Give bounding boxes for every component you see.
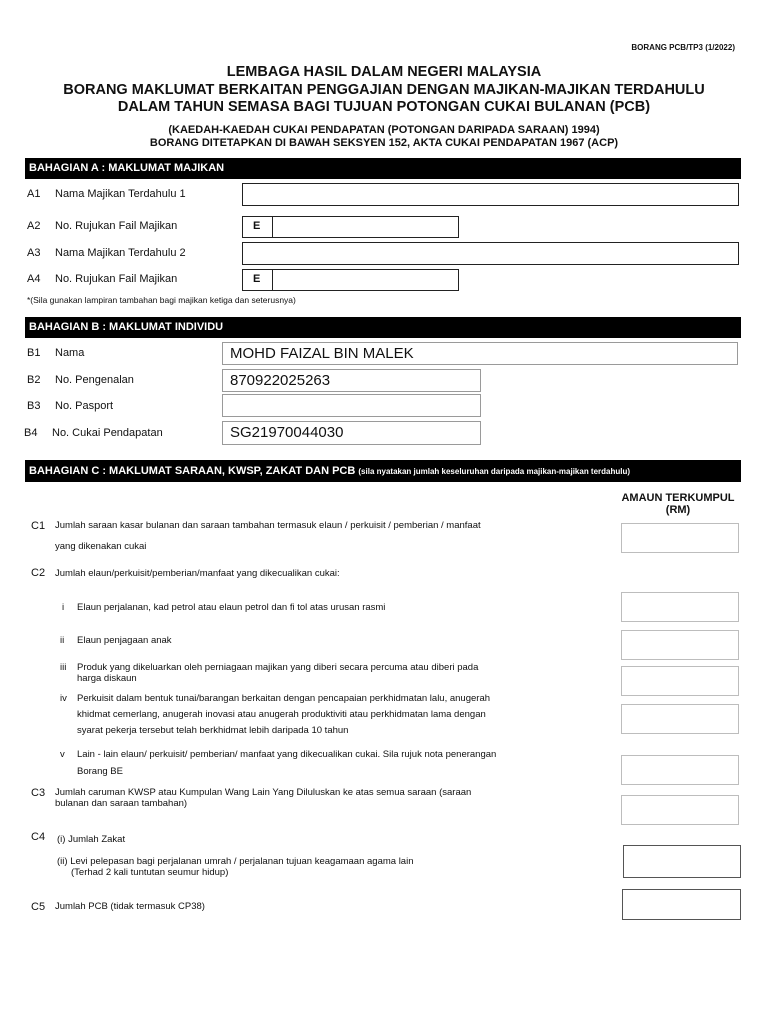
file-prefix-e: E [243, 270, 273, 290]
title-agency: LEMBAGA HASIL DALAM NEGERI MALAYSIA [226, 64, 542, 80]
field-label: No. Pasport [55, 400, 114, 412]
title-section-ref: BORANG DITETAPKAN DI BAWAH SEKSYEN 152, AKTA CUKAI PENDAPATAN 1967 (ACP) [149, 137, 619, 149]
c2-v-amount-input[interactable] [621, 755, 739, 785]
row-number: A2 [27, 220, 41, 232]
row-number: C2 [31, 567, 46, 579]
c2-ii-amount-input[interactable] [621, 630, 739, 660]
c2-i-text: Elaun perjalanan, kad petrol atau elaun petrol dan fi tol atas urusan rasmi [77, 602, 386, 613]
ic-number-input[interactable]: 870922025263 [222, 369, 481, 392]
form-code: BORANG PCB/TP3 (1/2022) [631, 43, 735, 52]
c2-v-text-line1: Lain - lain elaun/ perkuisit/ pemberian/ manfaat yang dikecualikan cukai. Sila rujuk nota penerangan [77, 749, 497, 760]
field-label: No. Rujukan Fail Majikan [55, 273, 178, 285]
row-number: A4 [27, 273, 41, 285]
row-number: C1 [31, 520, 46, 532]
section-a-header: BAHAGIAN A : MAKLUMAT MAJIKAN [25, 158, 741, 179]
c3-text-line1: Jumlah caruman KWSP atau Kumpulan Wang Lain Yang Diluluskan ke atas semua saraan (saraan [55, 787, 472, 798]
c2-iv-amount-input[interactable] [621, 704, 739, 734]
c2-iv-text-line1: Perkuisit dalam bentuk tunai/barangan berkaitan dengan pencapaian perkhidmatan lalu, anugerah [77, 693, 491, 704]
c2-iv-text-line2: khidmat cemerlang, anugerah inovasi atau anugerah produktiviti atau perkhidmatan lama dengan [77, 709, 486, 720]
item-number: v [60, 749, 65, 760]
c1-text-line1: Jumlah saraan kasar bulanan dan saraan tambahan termasuk elaun / perkuisit / pemberian / manfaat [55, 520, 481, 531]
row-number: B1 [27, 347, 41, 359]
employer-1-file-ref-input[interactable] [242, 216, 459, 238]
section-b-header: BAHAGIAN B : MAKLUMAT INDIVIDU [25, 317, 741, 338]
field-label: Nama Majikan Terdahulu 2 [55, 247, 186, 259]
item-number: ii [60, 635, 65, 646]
row-number: C4 [31, 831, 46, 843]
field-label: No. Rujukan Fail Majikan [55, 220, 178, 232]
income-tax-number-input[interactable]: SG21970044030 [222, 421, 481, 445]
previous-employer-1-name-input[interactable] [242, 183, 739, 206]
row-number: C3 [31, 787, 46, 799]
row-number: A1 [27, 188, 41, 200]
c3-amount-input[interactable] [621, 795, 739, 825]
c2-iv-text-line3: syarat pekerja tersebut telah berkhidmat lebih daripada 10 tahun [77, 725, 349, 736]
c2-iii-amount-input[interactable] [621, 666, 739, 696]
c1-amount-input[interactable] [621, 523, 739, 553]
c5-amount-input[interactable] [622, 889, 741, 920]
c2-iii-text-line2: harga diskaun [77, 673, 137, 684]
amount-header-label: AMAUN TERKUMPUL [621, 492, 735, 504]
section-c-header [25, 460, 741, 482]
row-number: B2 [27, 374, 41, 386]
c5-text: Jumlah PCB (tidak termasuk CP38) [55, 901, 205, 912]
field-label: Nama Majikan Terdahulu 1 [55, 188, 186, 200]
row-number: A3 [27, 247, 41, 259]
c3-text-line2: bulanan dan saraan tambahan) [55, 798, 188, 809]
previous-employer-2-name-input[interactable] [242, 242, 739, 265]
row-number: B4 [24, 427, 38, 439]
field-label: No. Cukai Pendapatan [52, 427, 163, 439]
item-number: iii [60, 662, 67, 673]
section-c-subtitle: (sila nyatakan jumlah keseluruhan daripada majikan-majikan terdahulu) [358, 467, 631, 476]
section-a-note: *(Sila gunakan lampiran tambahan bagi majikan ketiga dan seterusnya) [27, 295, 296, 305]
item-number: i [62, 602, 65, 613]
c2-i-amount-input[interactable] [621, 592, 739, 622]
title-form-line2: DALAM TAHUN SEMASA BAGI TUJUAN POTONGAN CUKAI BULANAN (PCB) [117, 99, 651, 115]
c4-amount-input[interactable] [623, 845, 741, 878]
field-label: No. Pengenalan [55, 374, 134, 386]
c2-iii-text-line1: Produk yang dikeluarkan oleh perniagaan majikan yang diberi secara percuma atau diberi pada [77, 662, 479, 673]
amount-header-unit: (RM) [665, 504, 691, 516]
name-input[interactable]: MOHD FAIZAL BIN MALEK [222, 342, 738, 365]
c2-text: Jumlah elaun/perkuisit/pemberian/manfaat yang dikecualikan cukai: [55, 568, 340, 579]
title-rules: (KAEDAH-KAEDAH CUKAI PENDAPATAN (POTONGAN DARIPADA SARAAN) 1994) [168, 124, 600, 136]
c4-ii-text-line1: (ii) Levi pelepasan bagi perjalanan umrah / perjalanan tujuan keagamaan agama lain [57, 856, 414, 867]
c2-ii-text: Elaun penjagaan anak [77, 635, 172, 646]
title-form-line1: BORANG MAKLUMAT BERKAITAN PENGGAJIAN DENGAN MAJIKAN-MAJIKAN TERDAHULU [63, 82, 705, 98]
row-number: C5 [31, 901, 46, 913]
field-label: Nama [55, 347, 85, 359]
c4-i-text: (i) Jumlah Zakat [57, 834, 126, 845]
c1-text-line2: yang dikenakan cukai [55, 541, 147, 552]
c4-ii-text-line2: (Terhad 2 kali tuntutan seumur hidup) [71, 867, 229, 878]
passport-number-input[interactable] [222, 394, 481, 417]
amount-header [612, 492, 744, 516]
c2-v-text-line2: Borang BE [77, 766, 123, 777]
file-prefix-e: E [243, 217, 273, 237]
section-c-title: BAHAGIAN C : MAKLUMAT SARAAN, KWSP, ZAKAT DAN PCB [29, 465, 356, 477]
row-number: B3 [27, 400, 41, 412]
employer-2-file-ref-input[interactable] [242, 269, 459, 291]
item-number: iv [60, 693, 67, 704]
